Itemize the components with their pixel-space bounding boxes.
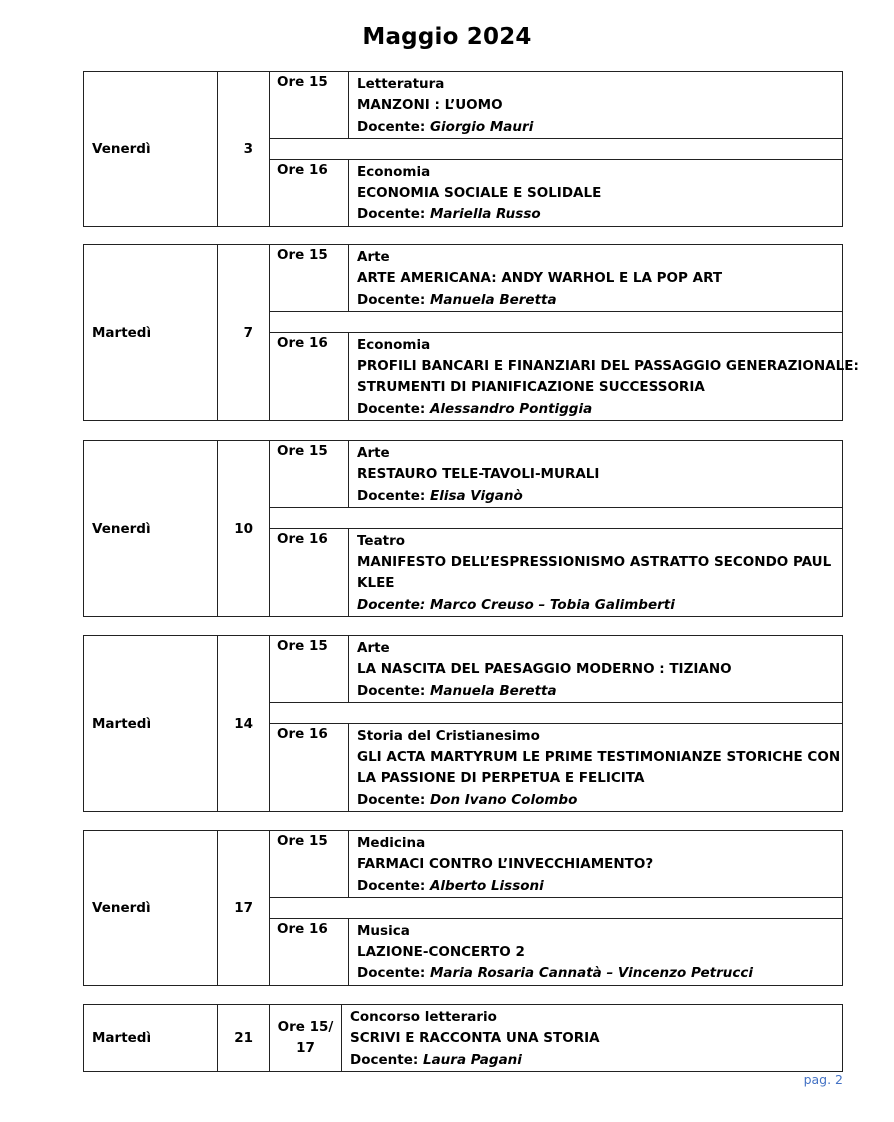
session-title: LA PASSIONE DI PERPETUA E FELICITA: [357, 770, 645, 787]
session-teacher: [357, 790, 842, 811]
session-teacher: [357, 876, 842, 897]
session-time: Ore 16: [270, 332, 349, 420]
day-number: 7: [218, 245, 270, 421]
session-time: Ore 15: [270, 636, 349, 703]
session-subject: Economia: [357, 336, 431, 353]
teacher-name: Giorgio Mauri: [429, 118, 534, 135]
teacher-name: Manuela Beretta: [429, 291, 557, 308]
session-info: [349, 636, 843, 703]
teacher-name: Alberto Lissoni: [429, 877, 544, 894]
session-info: [349, 245, 843, 312]
session-time: Ore 15: [270, 831, 349, 898]
session-subject: Letteratura: [357, 76, 445, 92]
teacher-name: Maria Rosaria Cannatà – Vincenzo Petrucci: [429, 965, 753, 982]
session-title: KLEE: [357, 575, 395, 592]
session-info: [349, 723, 843, 811]
session-info: [349, 332, 859, 420]
day-name: Venerdì: [84, 831, 218, 986]
session-title: MANZONI : L’UOMO: [357, 97, 503, 114]
session-title: PROFILI BANCARI E FINANZIARI DEL PASSAGGIO GENERAZIONALE:: [357, 358, 859, 375]
session-info: [349, 72, 843, 139]
session-info: [342, 1005, 843, 1072]
session-time: Ore 16: [270, 723, 349, 811]
day-block: [83, 830, 843, 986]
day-name: Venerdì: [84, 441, 218, 617]
separator-row: [270, 702, 843, 723]
session-time: [270, 1005, 342, 1072]
teacher-name: Mariella Russo: [429, 206, 541, 223]
docente-label: Docente:: [357, 118, 426, 135]
teacher-name: Elisa Viganò: [429, 487, 523, 504]
docente-label: Docente:: [357, 682, 426, 699]
session-info: [349, 528, 843, 616]
time-line: 17: [296, 1039, 315, 1056]
session-subject: Storia del Cristianesimo: [357, 727, 540, 744]
session-title: ARTE AMERICANA: ANDY WARHOL E LA POP ART: [357, 270, 723, 287]
docente-label: Docente:: [357, 877, 426, 894]
session-time: Ore 16: [270, 159, 349, 226]
session-teacher: [357, 117, 842, 138]
separator-row: [270, 311, 843, 332]
day-name: Martedì: [84, 636, 218, 812]
docente-label: Docente:: [357, 400, 426, 417]
session-title: SCRIVI E RACCONTA UNA STORIA: [350, 1030, 600, 1047]
session-teacher: [357, 681, 842, 702]
teacher-name: Laura Pagani: [422, 1051, 522, 1068]
session-time: Ore 15: [270, 245, 349, 312]
day-number: 17: [218, 831, 270, 986]
day-name: Martedì: [84, 1005, 218, 1072]
day-block: [83, 71, 843, 227]
session-title: FARMACI CONTRO L’INVECCHIAMENTO?: [357, 856, 654, 873]
session-time: Ore 15: [270, 72, 349, 139]
session-subject: Economia: [357, 163, 431, 180]
session-info: [349, 159, 843, 226]
session-time: Ore 15: [270, 441, 349, 508]
day-block: [83, 1004, 843, 1072]
session-time: Ore 16: [270, 528, 349, 616]
session-title: MANIFESTO DELL’ESPRESSIONISMO ASTRATTO SECONDO PAUL: [357, 554, 832, 571]
session-subject: Arte: [357, 249, 390, 265]
session-subject: Arte: [357, 445, 390, 461]
page-title: Maggio 2024: [362, 24, 532, 50]
separator-row: [270, 138, 843, 159]
day-name: Martedì: [84, 245, 218, 421]
session-title: LA NASCITA DEL PAESAGGIO MODERNO : TIZIANO: [357, 661, 732, 678]
session-info: [349, 918, 843, 985]
session-subject: Teatro: [357, 532, 406, 549]
session-subject: Concorso letterario: [350, 1009, 497, 1025]
session-title: ECONOMIA SOCIALE E SOLIDALE: [357, 185, 602, 202]
docente-label: Docente:: [357, 487, 426, 504]
day-number: 3: [218, 72, 270, 227]
page-number: pag. 2: [803, 1072, 843, 1087]
day-number: 14: [218, 636, 270, 812]
day-name: Venerdì: [84, 72, 218, 227]
session-teacher: [357, 399, 842, 420]
session-subject: Arte: [357, 640, 390, 656]
session-title: STRUMENTI DI PIANIFICAZIONE SUCCESSORIA: [357, 379, 705, 396]
docente-label: Docente:: [357, 791, 426, 808]
teacher-name: Don Ivano Colombo: [429, 791, 578, 808]
session-teacher: [357, 963, 842, 984]
session-title: GLI ACTA MARTYRUM LE PRIME TESTIMONIANZE STORICHE CON: [357, 749, 841, 766]
time-line: Ore 15/: [277, 1018, 334, 1035]
session-title: LAZIONE-CONCERTO 2: [357, 944, 525, 961]
session-teacher: [357, 290, 842, 311]
separator-row: [270, 897, 843, 918]
teacher-name: Docente: Marco Creuso – Tobia Galimberti: [357, 596, 675, 613]
session-teacher: [357, 486, 842, 507]
docente-label: Docente:: [357, 206, 426, 223]
teacher-name: Manuela Beretta: [429, 682, 557, 699]
day-block: [83, 440, 843, 617]
session-subject: Medicina: [357, 835, 426, 851]
session-title: RESTAURO TELE-TAVOLI-MURALI: [357, 466, 600, 483]
day-number: 21: [218, 1005, 270, 1072]
session-teacher: [357, 204, 842, 225]
session-teacher: [350, 1050, 842, 1071]
docente-label: Docente:: [357, 965, 426, 982]
session-time: Ore 16: [270, 918, 349, 985]
day-block: [83, 244, 859, 421]
session-subject: Musica: [357, 922, 410, 939]
day-block: [83, 635, 843, 812]
session-info: [349, 831, 843, 898]
day-number: 10: [218, 441, 270, 617]
docente-label: Docente:: [350, 1051, 419, 1068]
docente-label: Docente:: [357, 291, 426, 308]
teacher-name: Alessandro Pontiggia: [429, 400, 593, 417]
session-info: [349, 441, 843, 508]
separator-row: [270, 507, 843, 528]
session-teacher: [357, 595, 842, 616]
